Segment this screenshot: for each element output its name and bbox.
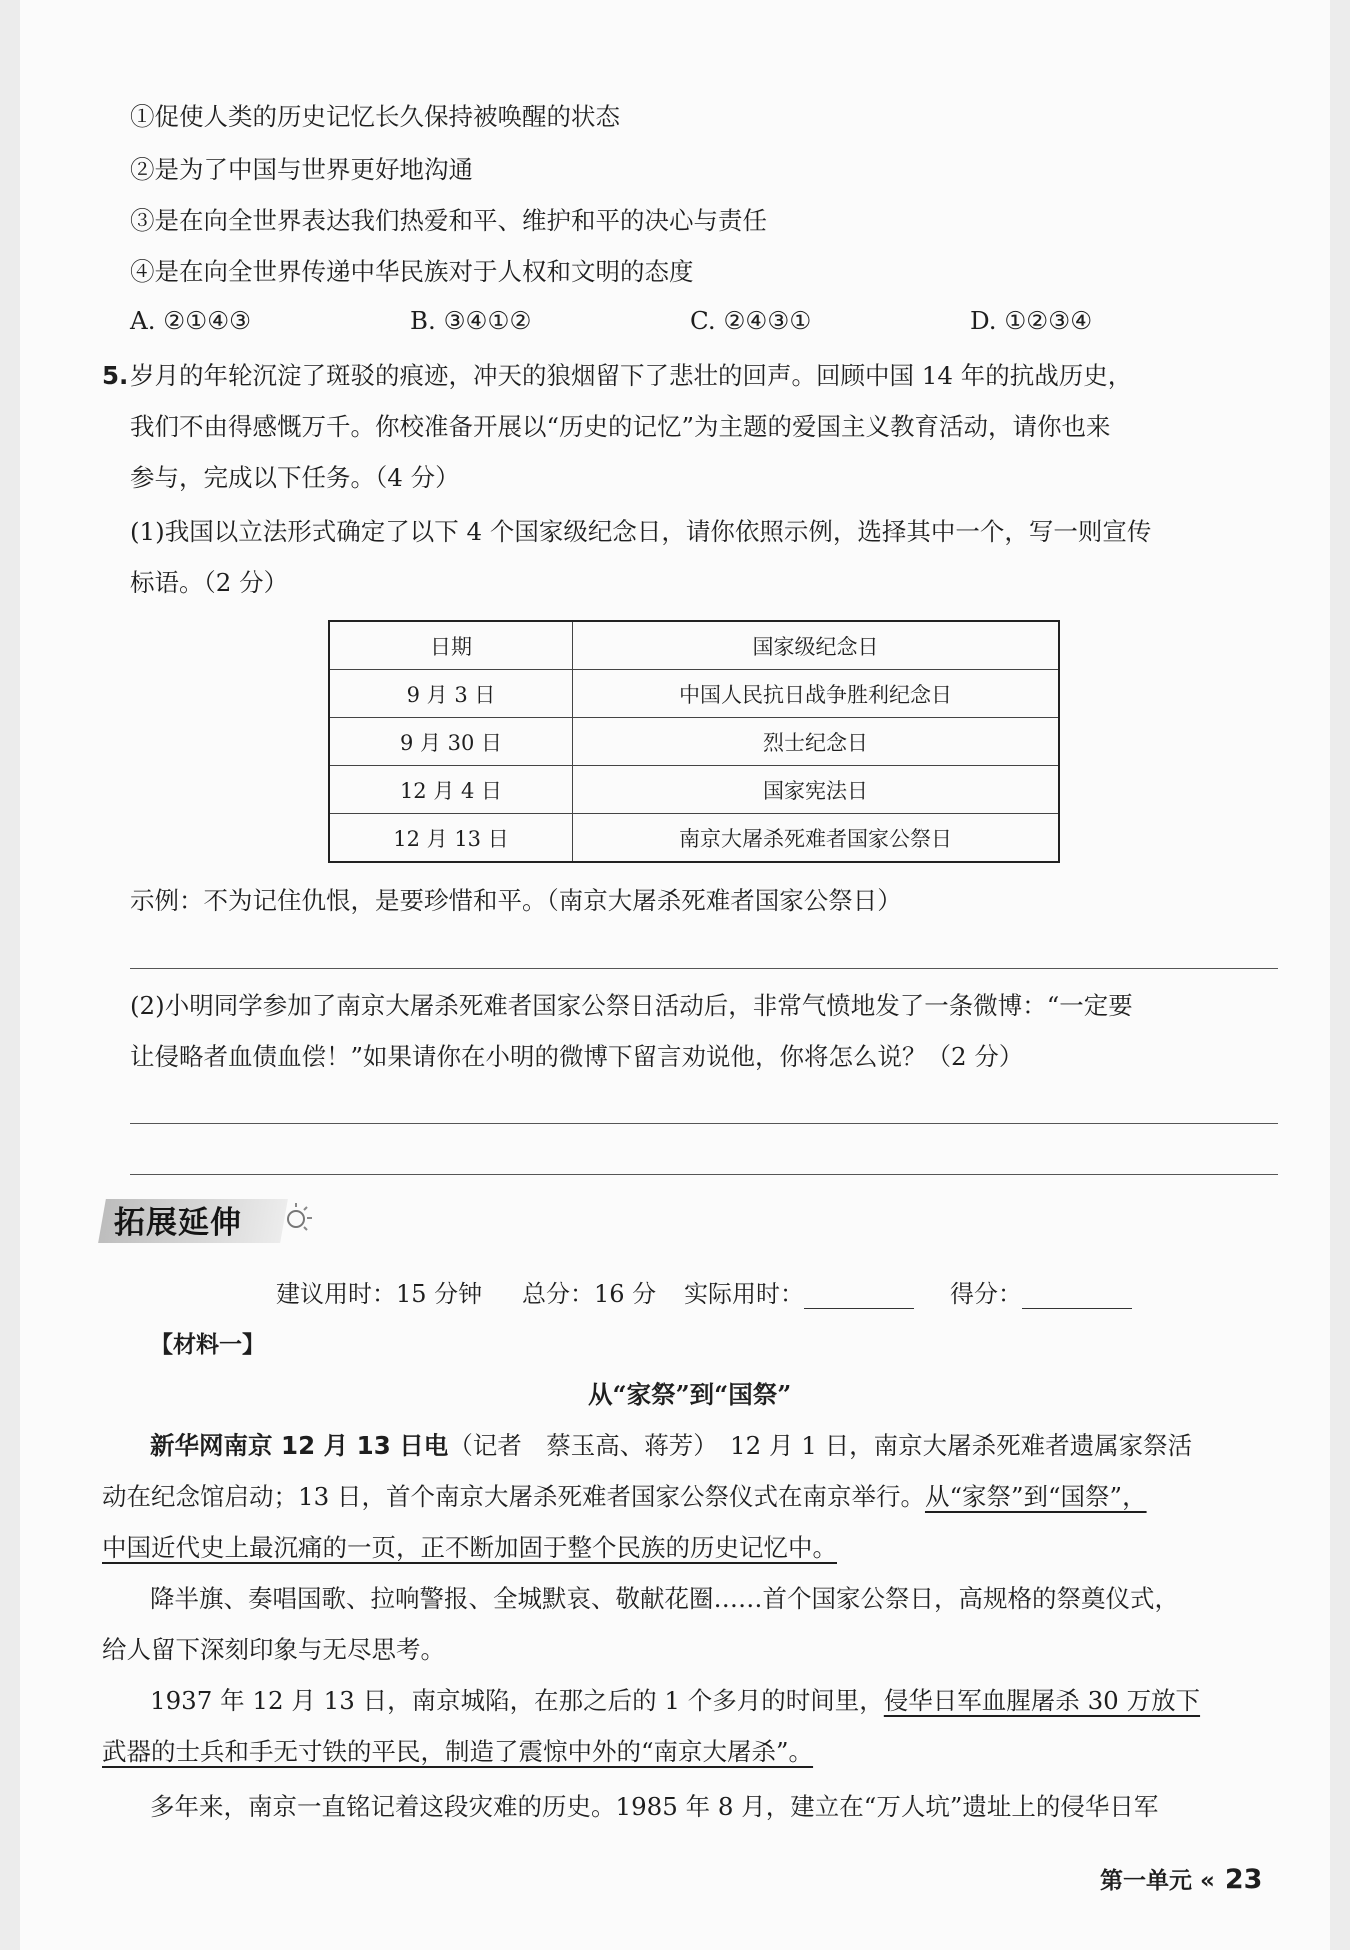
actual-time-blank[interactable]	[804, 1282, 914, 1309]
score-label: 得分：	[950, 1280, 1022, 1308]
material-label: 【材料一】	[150, 1332, 265, 1358]
paragraph-1-text: 动在纪念馆启动；13 日，首个南京大屠杀死难者国家公祭仪式在南京举行。	[102, 1482, 925, 1511]
answer-line-3[interactable]	[130, 1174, 1278, 1175]
total-score: 总分：16 分	[522, 1280, 657, 1308]
example-text: 示例：不为记住仇恨，是要珍惜和平。（南京大屠杀死难者国家公祭日）	[130, 886, 902, 915]
statement-3: ③是在向全世界表达我们热爱和平、维护和平的决心与责任	[130, 206, 767, 235]
statement-4: ④是在向全世界传递中华民族对于人权和文明的态度	[130, 257, 694, 286]
table-row	[329, 670, 1059, 718]
table-header-row	[329, 621, 1059, 670]
question-stem-line-1: 岁月的年轮沉淀了斑驳的痕迹，冲天的狼烟留下了悲壮的回声。回顾中国 14 年的抗战历史，	[130, 361, 1133, 390]
option-a: A. ②①④③	[130, 306, 252, 335]
statement-1: ①促使人类的历史记忆长久保持被唤醒的状态	[130, 102, 620, 131]
actual-time-label: 实际用时：	[684, 1280, 804, 1308]
date-cell: 12 月 4 日	[329, 766, 573, 814]
option-b: B. ③④①②	[410, 306, 532, 335]
double-chevron-left-icon: «	[1200, 1868, 1215, 1894]
score-blank[interactable]	[1022, 1282, 1132, 1309]
memorial-cell: 中国人民抗日战争胜利纪念日	[573, 670, 1060, 718]
question-stem-line-2: 我们不由得感慨万千。你校准备开展以“历史的记忆”为主题的爱国主义教育活动，请你也来	[130, 412, 1111, 441]
header-date: 日期	[329, 621, 573, 670]
page-number: 23	[1224, 1864, 1263, 1895]
material-paragraph-4-line-1: 多年来，南京一直铭记着这段灾难的历史。1985 年 8 月，建立在“万人坑”遗址上的侵华日军	[150, 1792, 1159, 1821]
option-c: C. ②④③①	[690, 306, 812, 335]
material-paragraph-1-line-3: 中国近代史上最沉痛的一页，正不断加固于整个民族的历史记忆中。	[102, 1533, 837, 1562]
extension-banner	[102, 1195, 332, 1249]
memorial-cell: 烈士纪念日	[573, 718, 1060, 766]
memorial-cell: 南京大屠杀死难者国家公祭日	[573, 814, 1060, 863]
part1-line-2: 标语。（2 分）	[130, 568, 289, 597]
banner-title: 拓展延伸	[114, 1205, 242, 1241]
table-row	[329, 766, 1059, 814]
material-paragraph-1-line-2	[102, 1480, 1147, 1514]
page-footer	[1100, 1862, 1262, 1895]
statement-2: ②是为了中国与世界更好地沟通	[130, 155, 473, 184]
header-memorial-day: 国家级纪念日	[573, 621, 1060, 670]
answer-line-1[interactable]	[130, 968, 1278, 969]
paragraph-1-text: （记者 蔡玉高、蒋芳） 12 月 1 日，南京大屠杀死难者遗属家祭活	[448, 1431, 1193, 1460]
part1-line-1: (1)我国以立法形式确定了以下 4 个国家级纪念日，请你依照示例，选择其中一个，写一则宣传	[130, 517, 1152, 546]
material-paragraph-2-line-1: 降半旗、奏唱国歌、拉响警报、全城默哀、敬献花圈……首个国家公祭日，高规格的祭奠仪式，	[150, 1584, 1179, 1613]
table-row	[329, 814, 1059, 863]
table-row	[329, 718, 1059, 766]
paragraph-3-text: 1937 年 12 月 13 日，南京城陷，在那之后的 1 个多月的时间里，	[150, 1686, 884, 1715]
memorial-cell: 国家宪法日	[573, 766, 1060, 814]
material-title: 从“家祭”到“国祭”	[588, 1380, 792, 1409]
dateline: 新华网南京 12 月 13 日电	[150, 1431, 449, 1460]
actual-time-field	[684, 1274, 914, 1309]
part2-line-1: (2)小明同学参加了南京大屠杀死难者国家公祭日活动后，非常气愤地发了一条微博：“一定要	[130, 991, 1133, 1020]
question-stem-line-3: 参与，完成以下任务。（4 分）	[130, 463, 460, 492]
answer-options	[130, 306, 1130, 340]
material-paragraph-3-line-1	[150, 1684, 1200, 1718]
question-number: 5.	[102, 361, 129, 390]
underlined-text: 侵华日军血腥屠杀 30 万放下	[883, 1686, 1201, 1715]
answer-line-2[interactable]	[130, 1123, 1278, 1124]
workbook-page	[20, 0, 1330, 1950]
material-paragraph-2-line-2: 给人留下深刻印象与无尽思考。	[102, 1635, 445, 1664]
score-field	[950, 1274, 1132, 1309]
suggested-time: 建议用时：15 分钟	[276, 1280, 483, 1308]
underlined-text: 从“家祭”到“国祭”，	[924, 1482, 1147, 1511]
material-paragraph-3-line-2: 武器的士兵和手无寸铁的平民，制造了震惊中外的“南京大屠杀”。	[102, 1737, 814, 1766]
date-cell: 9 月 30 日	[329, 718, 573, 766]
option-d: D. ①②③④	[970, 306, 1093, 335]
part2-line-2: 让侵略者血债血偿！”如果请你在小明的微博下留言劝说他，你将怎么说？（2 分）	[130, 1042, 1024, 1071]
unit-label: 第一单元	[1100, 1868, 1192, 1894]
date-cell: 12 月 13 日	[329, 814, 573, 863]
memorial-days-table	[328, 620, 1060, 863]
material-paragraph-1-line-1	[150, 1429, 1192, 1463]
lightbulb-icon	[280, 1201, 316, 1241]
date-cell: 9 月 3 日	[329, 670, 573, 718]
